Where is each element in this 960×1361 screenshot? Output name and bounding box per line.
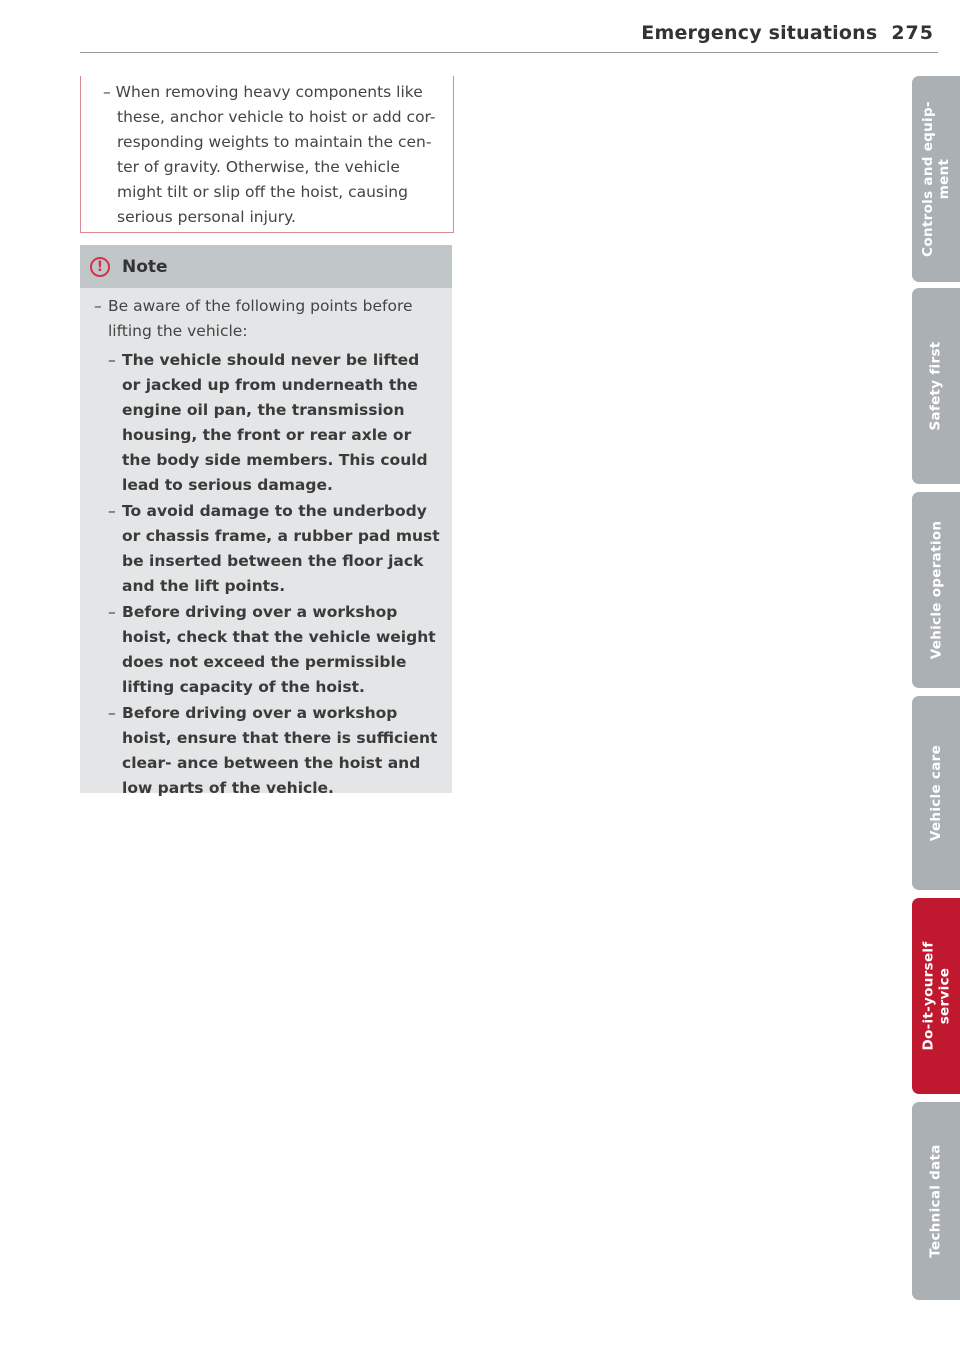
tab-technical-data[interactable] <box>912 1102 960 1300</box>
tab-label: Safety first <box>928 341 944 431</box>
note-box <box>80 245 452 797</box>
note-body <box>80 288 452 801</box>
tab-vehicle-operation[interactable] <box>912 492 960 688</box>
warning-line: these, anchor vehicle to hoist or add cor- <box>117 108 436 126</box>
section-title: Emergency situations <box>641 22 878 44</box>
warning-line: might tilt or slip off the hoist, causing <box>117 183 408 201</box>
header-rule <box>80 52 938 53</box>
note-item: – Before driving over a workshop hoist, ensure that there is sufficient clear- ance between the hoist and low parts of the vehicle. <box>108 701 442 801</box>
tab-label: Controls and equip- <box>920 101 936 257</box>
note-item: – To avoid damage to the underbody or chassis frame, a rubber pad must be inserted between the floor jack and the lift points. <box>108 499 442 599</box>
tab-label: ment <box>936 158 952 200</box>
page-header <box>641 22 934 52</box>
note-item: – The vehicle should never be lifted or jacked up from underneath the engine oil pan, the transmission housing, the front or rear axle or the body side members. This could lead to serious damage. <box>108 348 442 498</box>
note-item: – Before driving over a workshop hoist, check that the vehicle weight does not exceed the permissible lifting capacity of the hoist. <box>108 600 442 700</box>
note-header <box>80 245 452 288</box>
tab-safety-first[interactable] <box>912 288 960 484</box>
tab-controls[interactable] <box>912 76 960 282</box>
note-intro: – Be aware of the following points before lifting the vehicle: <box>94 294 442 344</box>
warning-box <box>80 76 454 233</box>
tab-do-it-yourself[interactable] <box>912 898 960 1094</box>
warning-line: – When removing heavy components like <box>103 83 423 101</box>
warning-line: ter of gravity. Otherwise, the vehicle <box>117 158 400 176</box>
tab-label: service <box>936 967 953 1025</box>
warning-line: responding weights to maintain the cen- <box>117 133 432 151</box>
tab-label: Do-it-yourself <box>920 941 937 1051</box>
note-list <box>94 348 442 801</box>
page-number: 275 <box>891 22 934 44</box>
caution-icon: ! <box>90 257 110 277</box>
tab-label: Vehicle care <box>928 744 944 842</box>
tab-label: Vehicle operation <box>928 520 944 660</box>
warning-line: serious personal injury. <box>117 208 296 226</box>
tab-vehicle-care[interactable] <box>912 696 960 890</box>
tab-label: Technical data <box>928 1144 944 1258</box>
note-title: Note <box>122 256 168 277</box>
